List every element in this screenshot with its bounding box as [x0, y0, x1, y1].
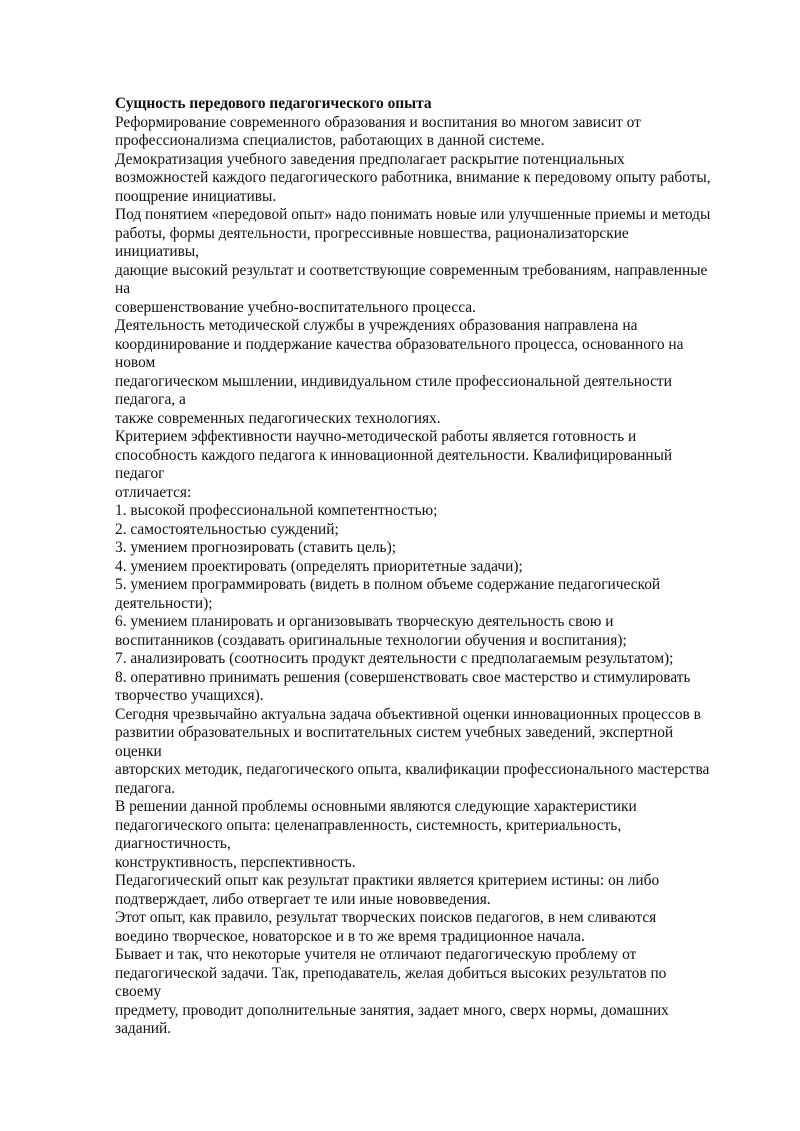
text-line: Реформирование современного образования и воспитания во многом зависит от [115, 113, 641, 131]
text-line: Сегодня чрезвычайно актуальна задача объективной оценки инновационных процессов в [115, 705, 701, 723]
text-line: предмету, проводит дополнительные занятия, задает много, сверх нормы, домашних [115, 1001, 669, 1019]
text-line: отличается: [115, 483, 192, 501]
text-line: инициативы, [115, 243, 200, 260]
text-line: совершенствование учебно-воспитательного процесса. [115, 298, 476, 316]
text-line: 1. высокой профессиональной компетентностью; [115, 502, 438, 519]
text-line: 3. умением прогнозировать (ставить цель); [115, 539, 396, 556]
text-line: также современных педагогических технологиях. [115, 409, 441, 427]
text-line: поощрение инициативы. [115, 187, 277, 205]
text-line: 6. умением планировать и организовывать творческую деятельность свою и [115, 613, 614, 630]
document-body [115, 114, 755, 1039]
text-line: своему [115, 983, 162, 1000]
text-line: педагогическом мышлении, индивидуальном стиле профессиональной деятельности [115, 372, 672, 390]
text-line: В решении данной проблемы основными являются следующие характеристики [115, 798, 637, 815]
text-line: оценки [115, 742, 162, 760]
text-line: новом [115, 354, 156, 371]
text-line: Под понятием «передовой опыт» надо понимать новые или улучшенные приемы и методы [115, 206, 711, 223]
text-line: 5. умением программировать (видеть в полном объеме содержание педагогической [115, 576, 661, 593]
text-line: координирование и поддержание качества образовательного процесса, основанного на [115, 335, 684, 353]
text-line: 7. анализировать (соотносить продукт деятельности с предполагаемым результатом); [115, 650, 674, 667]
text-line: педагогической задачи. Так, преподаватель, желая добиться высоких результатов по [115, 964, 667, 982]
text-line: Критерием эффективности научно-методической работы является готовность и [115, 428, 637, 445]
document-page [115, 95, 755, 1039]
text-line: воспитанников (создавать оригинальные технологии обучения и воспитания); [115, 631, 627, 649]
text-line: авторских методик, педагогического опыта, квалификации профессионального мастерства [115, 761, 710, 778]
text-line: развитии образовательных и воспитательных систем учебных заведений, экспертной [115, 724, 674, 741]
text-line: творчество учащихся). [115, 687, 264, 704]
text-line: воедино творческое, новаторское и в то же время традиционное начала. [115, 927, 585, 945]
text-line: работы, формы деятельности, прогрессивные новшества, рационализаторские [115, 224, 629, 242]
text-line: конструктивность, перспективность. [115, 853, 356, 871]
text-line: заданий. [115, 1020, 172, 1037]
text-line: подтверждает, либо отвергает те или иные нововведения. [115, 890, 491, 908]
text-line: Демократизация учебного заведения предполагает раскрытие потенциальных [115, 150, 625, 168]
text-line: профессионализма специалистов, работающих в данной системе. [115, 132, 545, 149]
text-line: педагога. [115, 779, 176, 797]
text-line: 4. умением проектировать (определять приоритетные задачи); [115, 557, 523, 575]
text-line: Деятельность методической службы в учреждениях образования направлена на [115, 317, 638, 334]
text-line: педагогического опыта: целенаправленность, системность, критериальность, [115, 816, 622, 834]
text-line: возможностей каждого педагогического работника, внимание к передовому опыту работы, [115, 169, 711, 186]
text-line: на [115, 280, 131, 297]
text-line: Этот опыт, как правило, результат творческих поисков педагогов, в нем сливаются [115, 909, 657, 926]
text-line: диагностичность, [115, 835, 231, 852]
text-line: Бывает и так, что некоторые учителя не отличают педагогическую проблему от [115, 946, 637, 963]
text-line: педагог [115, 465, 165, 482]
document-title: Сущность передового педагогического опыта [115, 95, 432, 112]
text-line: Педагогический опыт как результат практики является критерием истины: он либо [115, 872, 660, 889]
text-line: педагога, а [115, 391, 186, 408]
text-line: способность каждого педагога к инновационной деятельности. Квалифицированный [115, 446, 673, 464]
text-line: дающие высокий результат и соответствующие современным требованиям, направленные [115, 261, 708, 279]
text-line: 2. самостоятельностью суждений; [115, 520, 339, 538]
text-line: 8. оперативно принимать решения (совершенствовать свое мастерство и стимулировать [115, 668, 691, 686]
text-line: деятельности); [115, 594, 213, 612]
